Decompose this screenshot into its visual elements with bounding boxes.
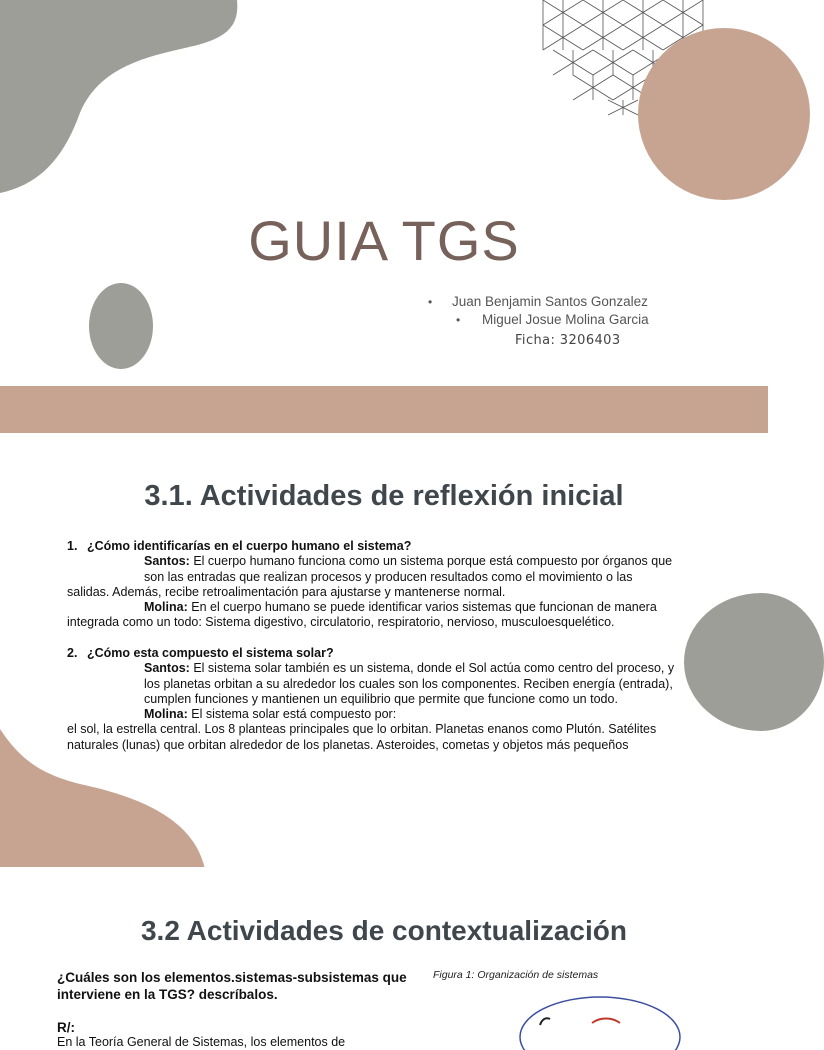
figure-caption: Figura 1: Organización de sistemas bbox=[433, 969, 599, 981]
santos-answer: Santos: El sistema solar también es un sistema, donde el Sol actúa como centro del proceso, y bbox=[144, 661, 675, 676]
santos-answer-cont: son las entradas que realizan procesos y producen resultados como el movimiento o las bbox=[144, 569, 633, 584]
bullet-icon: • bbox=[428, 295, 433, 309]
gray-oval bbox=[89, 283, 153, 369]
question-text: 2. ¿Cómo esta compuesto el sistema solar? bbox=[67, 646, 334, 660]
cover-slide bbox=[0, 0, 768, 386]
santos-answer-cont: los planetas orbitan a su alrededor los cuales son los componentes. Reciben energía (entrada), bbox=[144, 676, 673, 691]
tan-circle-top-right bbox=[638, 28, 810, 200]
molina-answer-cont: naturales (lunas) que orbitan alrededor de los planetas. Asteroides, cometas y objetos más pequeños bbox=[67, 737, 629, 752]
question-text: ¿Cuáles son los elementos.sistemas-subsistemas que interviene en la TGS? descríbalos. bbox=[57, 970, 407, 1002]
reflection-slide bbox=[0, 433, 768, 867]
answer-block bbox=[57, 1020, 427, 1050]
contextualization-slide bbox=[0, 867, 768, 1049]
gray-blob-right bbox=[684, 593, 824, 731]
molina-answer-cont: el sol, la estrella central. Los 8 planteas principales que lo orbitan. Planetas enanos como Plutón. Satélites bbox=[67, 722, 657, 737]
molina-answer: Molina: El sistema solar está compuesto por: bbox=[144, 707, 397, 722]
document-title: GUIA TGS bbox=[248, 209, 520, 272]
santos-answer-cont: salidas. Además, recibe retroalimentación para ajustarse y mantenerse normal. bbox=[67, 584, 506, 599]
gray-blob-top-left bbox=[0, 0, 240, 195]
author-item bbox=[420, 311, 660, 329]
question-text: 1. ¿Cómo identificarías en el cuerpo humano el sistema? bbox=[67, 539, 412, 553]
author-name: Miguel Josue Molina Garcia bbox=[482, 312, 649, 327]
section-heading: 3.1. Actividades de reflexión inicial bbox=[144, 480, 624, 512]
authors-list bbox=[420, 293, 660, 329]
figure-diagram bbox=[512, 995, 712, 1035]
answer-label: R/: bbox=[57, 1020, 75, 1035]
molina-answer: Molina: En el cuerpo humano se puede identificar varios sistemas que funcionan de manera bbox=[144, 600, 657, 615]
santos-answer: Santos: El cuerpo humano funciona como un sistema porque está compuesto por órganos que bbox=[144, 554, 673, 569]
molina-answer-cont: integrada como un todo: Sistema digestivo, circulatorio, respiratorio, nervioso, musculoesquelético. bbox=[67, 615, 615, 630]
author-item bbox=[420, 293, 660, 311]
author-name: Juan Benjamin Santos Gonzalez bbox=[452, 294, 648, 309]
divider-band bbox=[0, 386, 768, 433]
ficha-number: Ficha: 3206403 bbox=[515, 333, 621, 348]
question-block-2 bbox=[67, 646, 697, 753]
section-heading: 3.2 Actividades de contextualización bbox=[140, 915, 627, 946]
answer-text: En la Teoría General de Sistemas, los elementos de bbox=[57, 1035, 346, 1049]
bullet-icon: • bbox=[456, 313, 461, 327]
santos-answer-cont: cumplen funciones y mantienen un equilibrio que permite que funcione como un todo. bbox=[144, 691, 618, 706]
question-block-1 bbox=[67, 539, 697, 631]
